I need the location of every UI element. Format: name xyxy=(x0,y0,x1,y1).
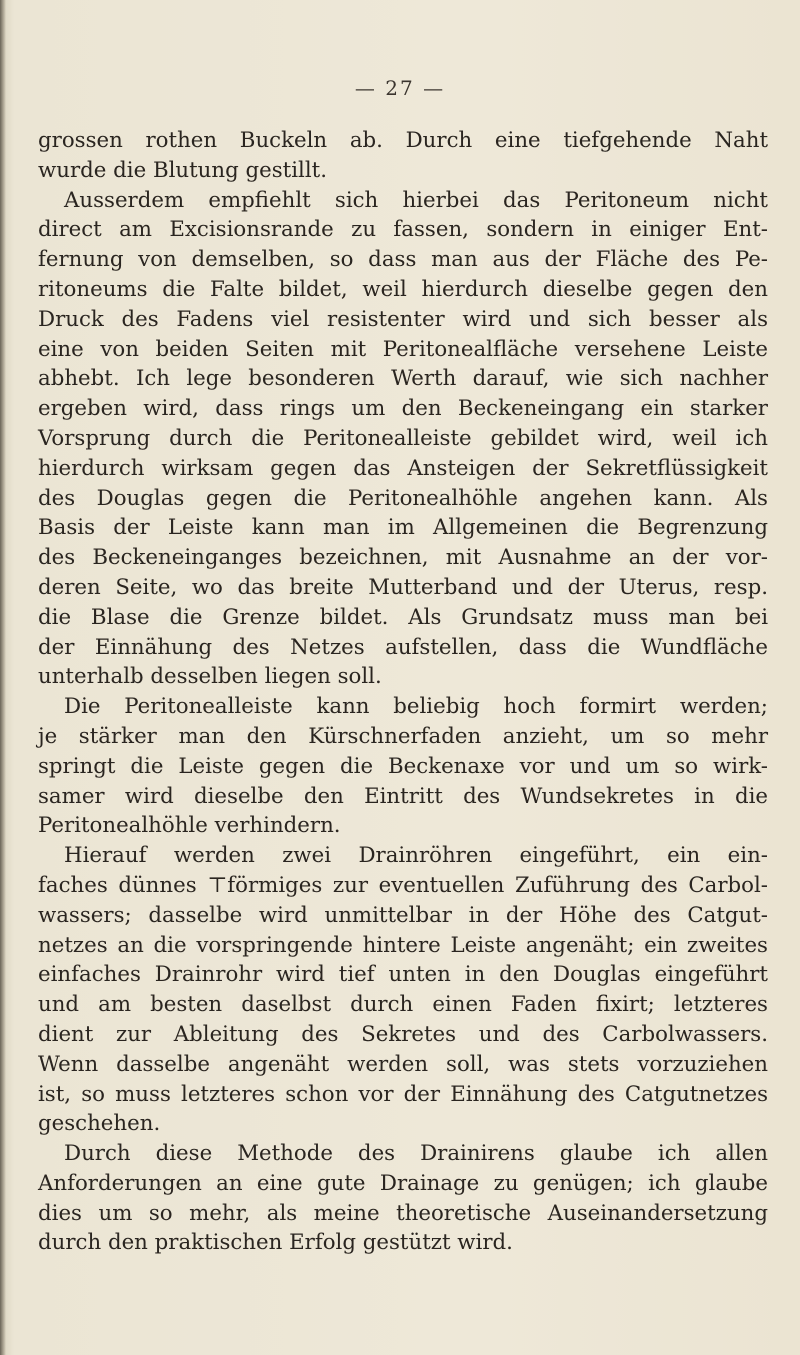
text-line: wassers; dasselbe wird unmittelbar in der Höhe des Catgut- xyxy=(38,902,768,928)
text-line: faches dünnes ⊤förmiges zur eventuellen Zuführung des Carbol- xyxy=(38,872,768,898)
text-line: ritoneums die Falte bildet, weil hierdurch dieselbe gegen den xyxy=(38,276,768,302)
text-line: dies um so mehr, als meine theoretische Auseinandersetzung xyxy=(38,1200,768,1226)
text-line: und am besten daselbst durch einen Faden fixirt; letzteres xyxy=(38,992,768,1018)
body-text xyxy=(38,126,768,1258)
text-line: hierdurch wirksam gegen das Ansteigen der Sekretflüssigkeit xyxy=(38,455,768,481)
text-line: Druck des Fadens viel resistenter wird und sich besser als xyxy=(38,306,768,332)
text-line: Vorsprung durch die Peritonealleiste gebildet wird, weil ich xyxy=(38,425,768,451)
book-spine-shadow xyxy=(0,0,6,1355)
text-line: des Douglas gegen die Peritonealhöhle angehen kann. Als xyxy=(38,485,768,511)
text-line: deren Seite, wo das breite Mutterband und der Uterus, resp. xyxy=(38,574,768,600)
text-line: springt die Leiste gegen die Beckenaxe vor und um so wirk- xyxy=(38,753,768,779)
text-line: unterhalb desselben liegen soll. xyxy=(38,664,382,690)
text-line: ergeben wird, dass rings um den Beckeneingang ein starker xyxy=(38,396,768,422)
text-line: Durch diese Methode des Drainirens glaube ich allen xyxy=(64,1141,768,1167)
text-line: grossen rothen Buckeln ab. Durch eine tiefgehende Naht xyxy=(38,128,768,153)
text-line: fernung von demselben, so dass man aus der Fläche des Pe- xyxy=(38,247,768,273)
text-line: Anforderungen an eine gute Drainage zu genügen; ich glaube xyxy=(38,1170,768,1196)
text-line: dient zur Ableitung des Sekretes und des Carbolwassers. xyxy=(38,1021,768,1047)
text-line: die Blase die Grenze bildet. Als Grundsatz muss man bei xyxy=(38,604,768,630)
text-line: abhebt. Ich lege besonderen Werth darauf, wie sich nachher xyxy=(38,366,768,392)
text-line: Ausserdem empfiehlt sich hierbei das Peritoneum nicht xyxy=(64,187,768,213)
text-line: geschehen. xyxy=(38,1111,161,1137)
text-line: ist, so muss letzteres schon vor der Einnähung des Catgutnetzes xyxy=(38,1081,768,1107)
text-line: direct am Excisionsrande zu fassen, sondern in einiger Ent- xyxy=(38,217,768,243)
text-line: Wenn dasselbe angenäht werden soll, was stets vorzuziehen xyxy=(38,1051,768,1077)
text-line: einfaches Drainrohr wird tief unten in den Douglas eingeführt xyxy=(38,962,768,988)
page-number: — 27 — xyxy=(354,76,446,100)
text-line: durch den praktischen Erfolg gestützt wird. xyxy=(38,1230,513,1256)
text-line: der Einnähung des Netzes aufstellen, dass die Wundfläche xyxy=(38,634,768,660)
text-line: netzes an die vorspringende hintere Leiste angenäht; ein zweites xyxy=(38,932,768,958)
text-line: Basis der Leiste kann man im Allgemeinen die Begrenzung xyxy=(38,515,768,541)
text-line: des Beckeneinganges bezeichnen, mit Ausnahme an der vor- xyxy=(38,545,768,571)
text-line: je stärker man den Kürschnerfaden anzieht, um so mehr xyxy=(38,723,768,749)
text-line: wurde die Blutung gestillt. xyxy=(38,157,328,183)
text-line: Peritonealhöhle verhindern. xyxy=(38,813,341,839)
text-line: Die Peritonealleiste kann beliebig hoch formirt werden; xyxy=(64,694,768,720)
text-line: Hierauf werden zwei Drainröhren eingeführt, ein ein- xyxy=(64,843,768,869)
text-line: samer wird dieselbe den Eintritt des Wundsekretes in die xyxy=(38,783,768,809)
text-line: eine von beiden Seiten mit Peritonealfläche versehene Leiste xyxy=(38,336,768,362)
